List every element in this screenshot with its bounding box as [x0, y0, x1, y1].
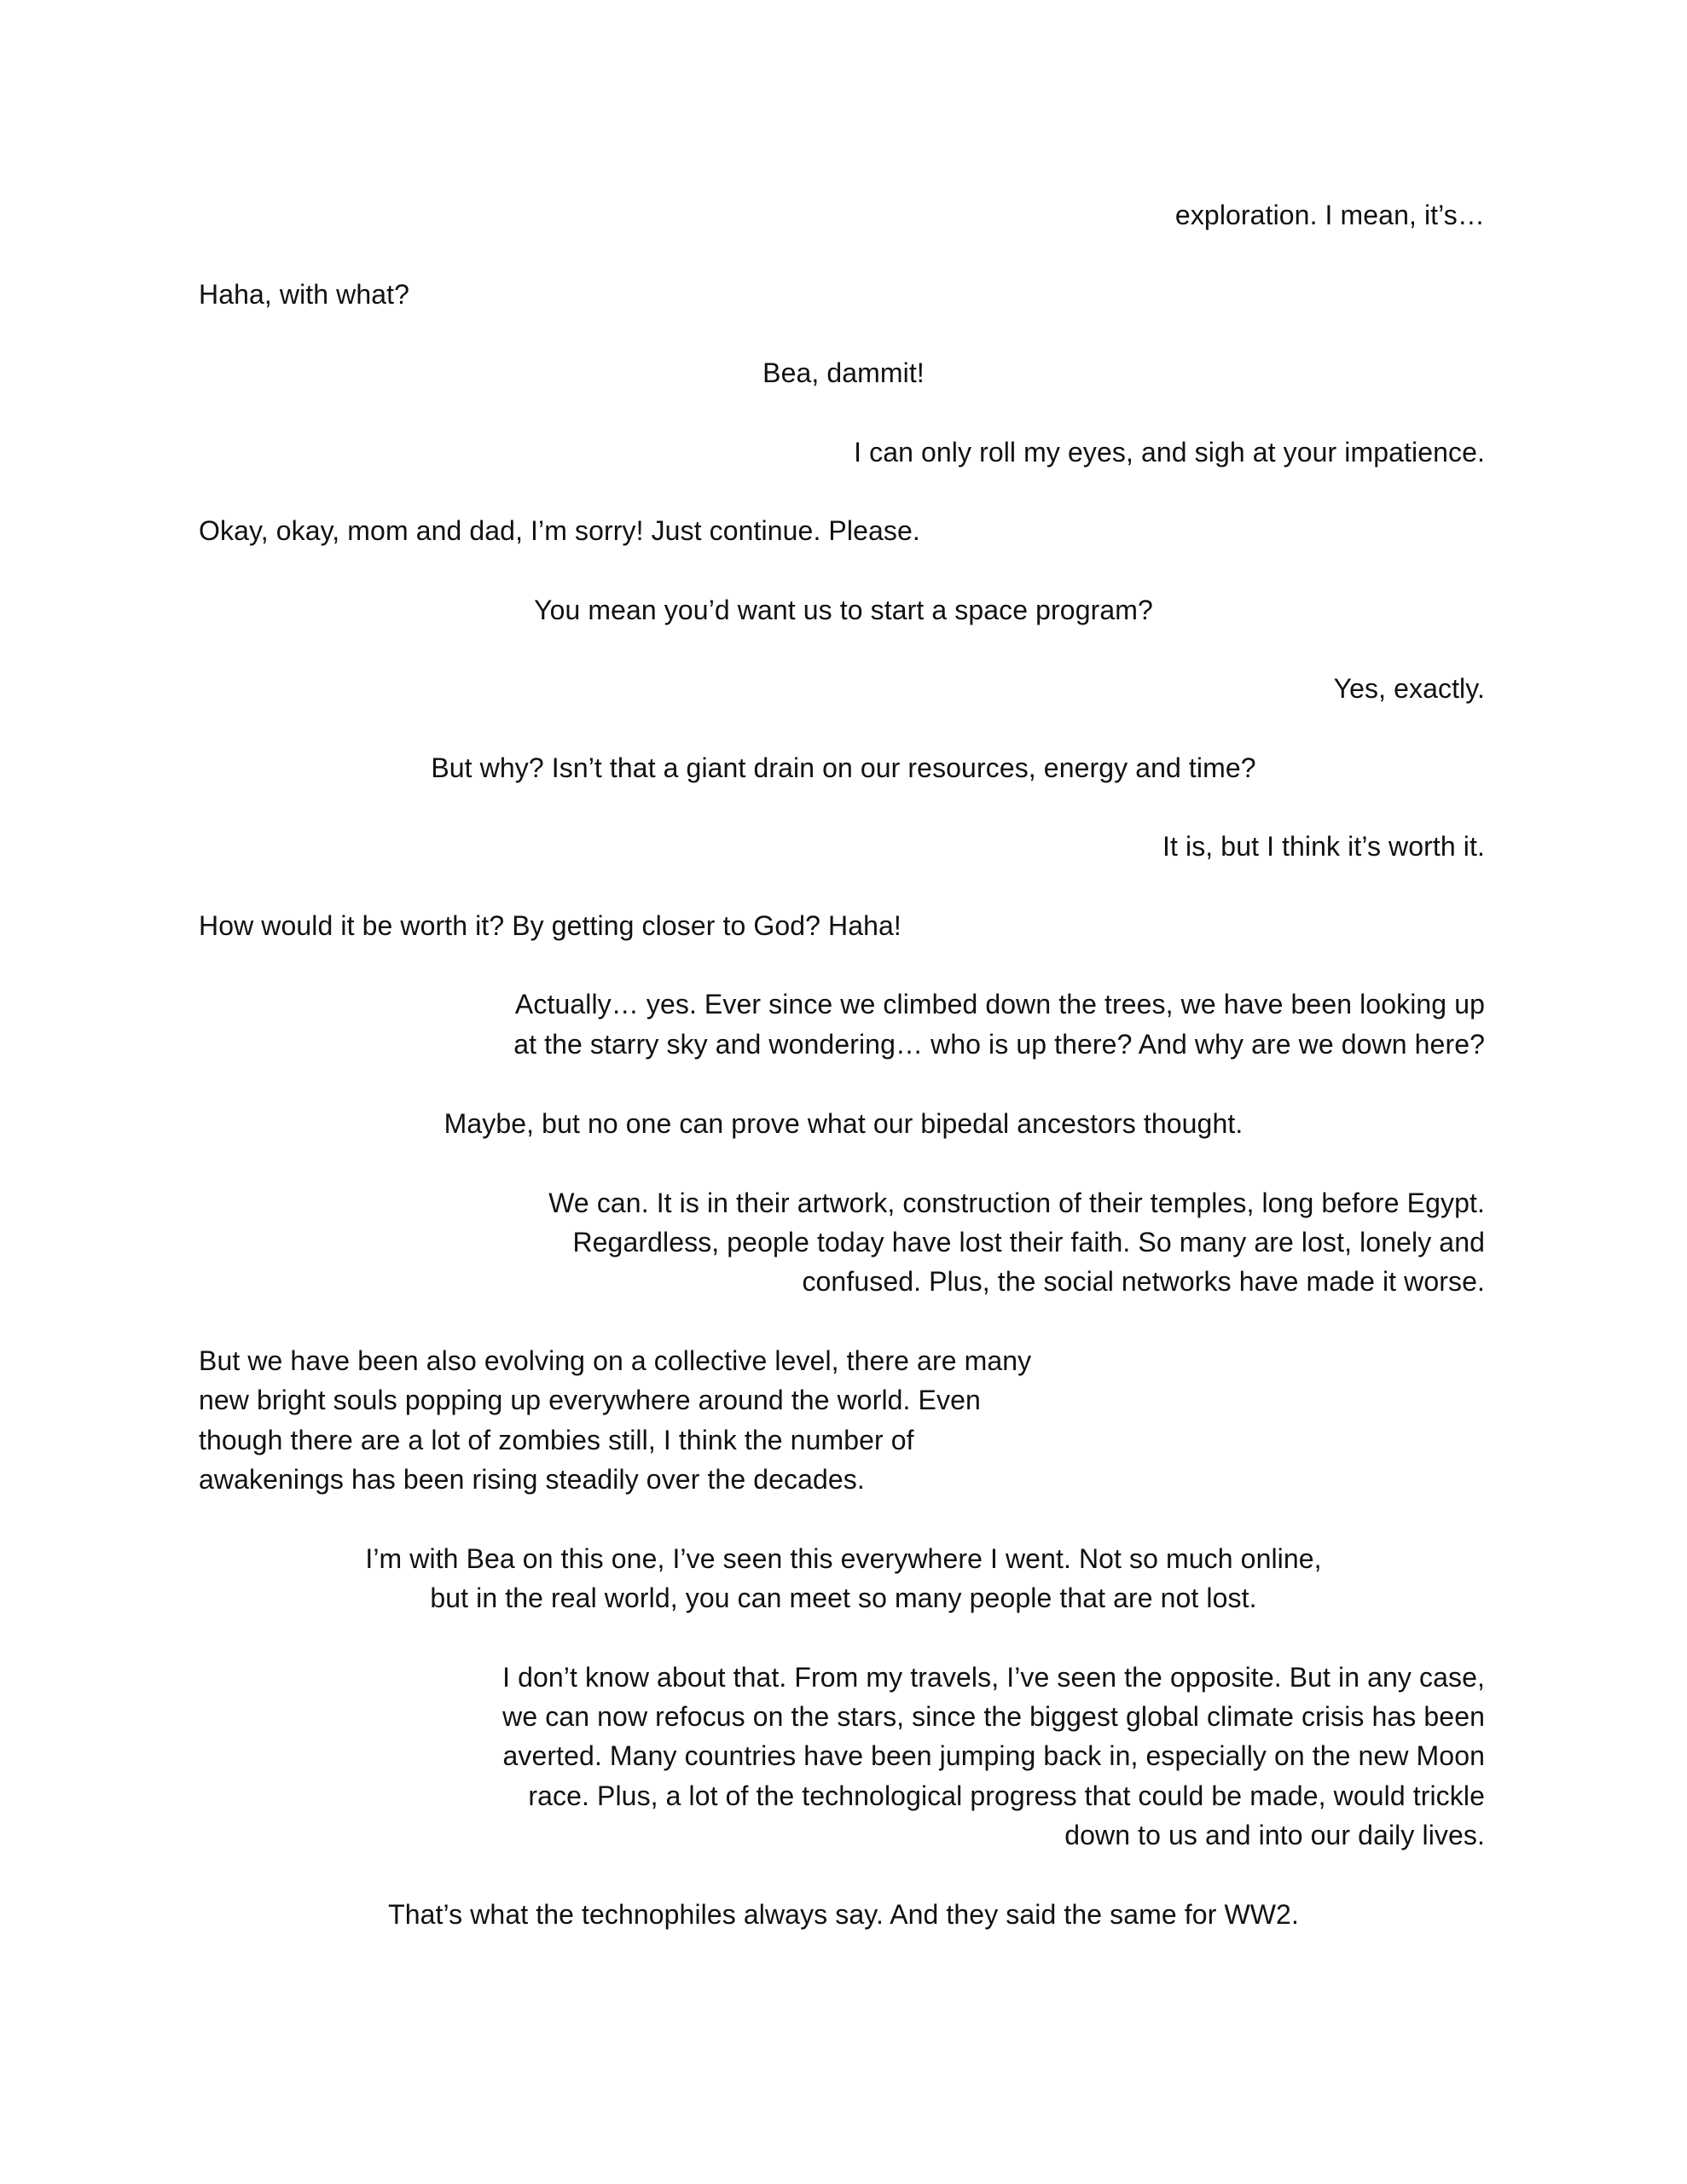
dialogue-line: It is, but I think it’s worth it. [1162, 831, 1485, 862]
dialogue-line: Okay, okay, mom and dad, I’m sorry! Just continue. Please. [199, 515, 920, 546]
dialogue-line: I can only roll my eyes, and sigh at your impatience. [854, 437, 1485, 468]
dialogue-line: We can. It is in their artwork, construction of their temples, long before Egypt. [548, 1188, 1485, 1218]
dialogue-line: averted. Many countries have been jumping back in, especially on the new Moon [502, 1740, 1485, 1771]
dialogue-line: Regardless, people today have lost their faith. So many are lost, lonely and [572, 1227, 1485, 1258]
dialogue-line: confused. Plus, the social networks have made it worse. [802, 1266, 1485, 1297]
dialogue-line: Yes, exactly. [1333, 673, 1485, 704]
dialogue-line: race. Plus, a lot of the technological progress that could be made, would trickle [528, 1780, 1485, 1811]
dialogue-line: though there are a lot of zombies still, I think the number of [199, 1425, 914, 1455]
dialogue-line: but in the real world, you can meet so many people that are not lost. [430, 1583, 1257, 1613]
dialogue-line: we can now refocus on the stars, since the biggest global climate crisis has been [502, 1701, 1485, 1732]
dialogue-line: new bright souls popping up everywhere around the world. Even [199, 1385, 981, 1415]
dialogue-line: Bea, dammit! [762, 357, 925, 388]
dialogue-line: Actually… yes. Ever since we climbed down the trees, we have been looking up [514, 989, 1485, 1019]
dialogue-line: But we have been also evolving on a collective level, there are many [199, 1345, 1032, 1376]
dialogue-line: at the starry sky and wondering… who is up there? And why are we down here? [513, 1029, 1485, 1060]
dialogue-line: exploration. I mean, it’s… [1174, 200, 1485, 230]
dialogue-line: You mean you’d want us to start a space program? [534, 595, 1153, 625]
dialogue-line: But why? Isn’t that a giant drain on our resources, energy and time? [431, 752, 1256, 783]
dialogue-line: Maybe, but no one can prove what our bipedal ancestors thought. [443, 1108, 1244, 1139]
dialogue-line: How would it be worth it? By getting closer to God? Haha! [199, 910, 901, 941]
dialogue-line: I’m with Bea on this one, I’ve seen this everywhere I went. Not so much online, [365, 1543, 1322, 1574]
dialogue-line: awakenings has been rising steadily over the decades. [199, 1464, 865, 1495]
dialogue-line: Haha, with what? [199, 279, 410, 310]
dialogue-line: I don’t know about that. From my travels, I’ve seen the opposite. But in any case, [502, 1662, 1485, 1693]
dialogue-line: down to us and into our daily lives. [1064, 1820, 1485, 1850]
dialogue-line: That’s what the technophiles always say. And they said the same for WW2. [388, 1899, 1299, 1930]
